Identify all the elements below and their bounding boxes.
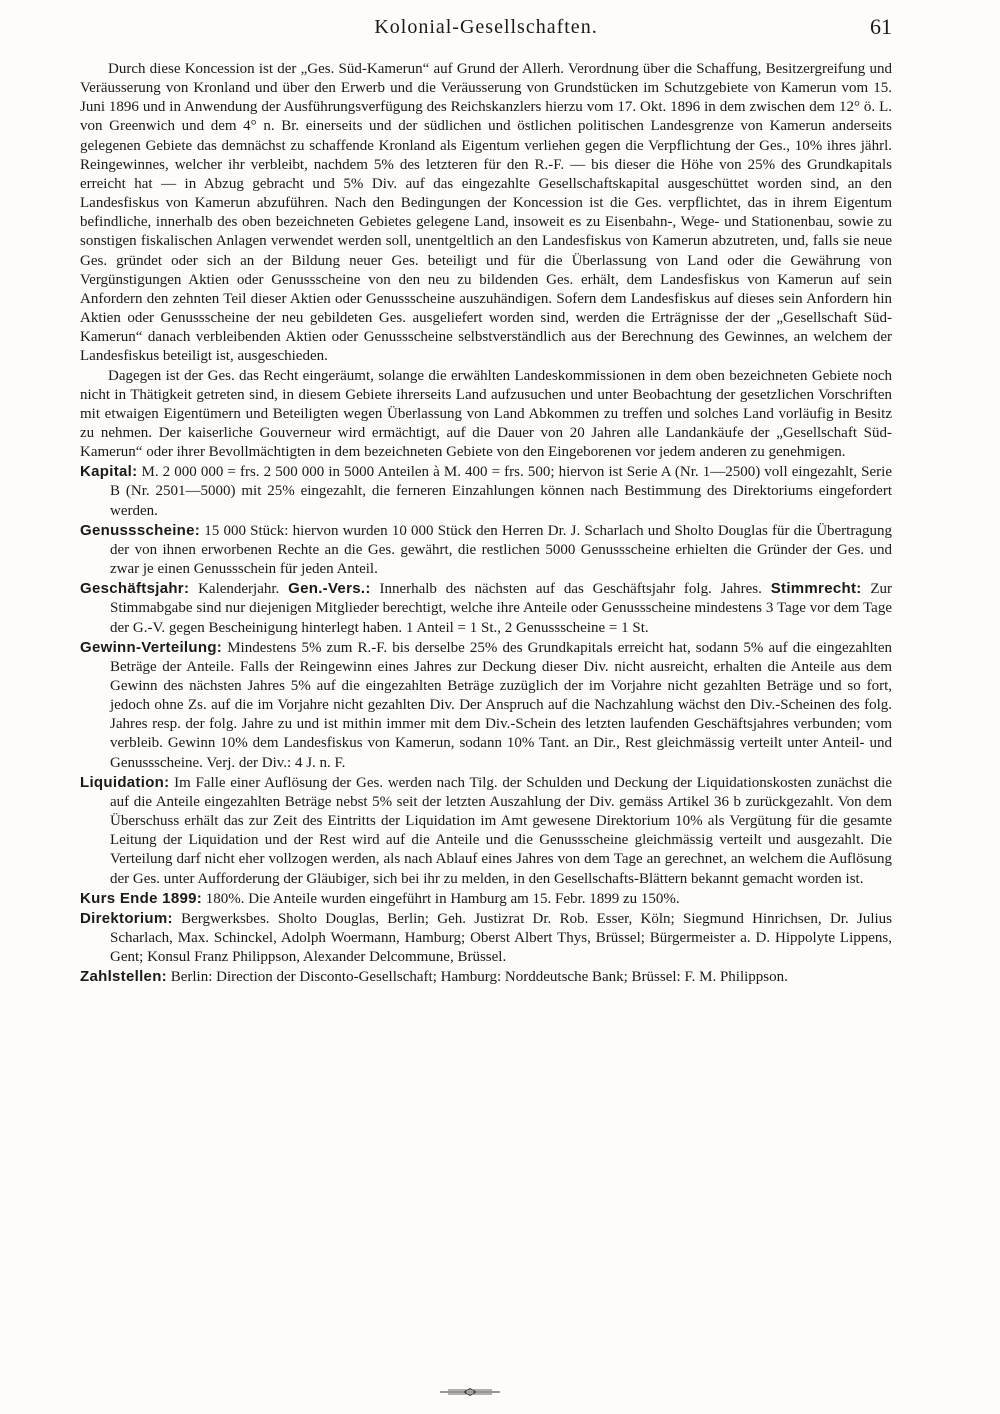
entry-kapital [80,462,892,520]
entry-text-gen-vers: Innerhalb des nächsten auf das Geschäftsjahr folg. Jahres. [379,581,762,598]
entry-label-gen-vers: Gen.-Vers.: [288,580,371,598]
entry-label: Kurs Ende 1899: [80,889,203,907]
entry-text: M. 2 000 000 = frs. 2 500 000 in 5000 Anteilen à M. 400 = frs. 500; hiervon ist Serie A (Nr. 1—2500) voll eingezahlt, Serie B (Nr. 2501—5000) mit 25% eingezahlt, die ferneren Einzahlungen können nach Bestimmung des Direktoriums eingefordert werden. [110,464,893,519]
entry-text: 15 000 Stück: hiervon wurden 10 000 Stück den Herren Dr. J. Scharlach und Sholto Douglas für die Übertragung der von ihnen erworbenen Rechte an die Ges. gewährt, die restlichen 5000 Genussscheine erhielten die Gründer der Ges. und zwar je einen Genussschein für jeden Anteil. [110,522,892,578]
entry-label: Liquidation: [80,773,170,791]
entry-genussscheine [80,521,892,579]
entry-label: Genussscheine: [80,521,201,539]
entry-text: Bergwerksbes. Sholto Douglas, Berlin; Geh. Justizrat Dr. Rob. Esser, Köln; Siegmund Hinrichsen, Dr. Julius Scharlach, Max. Schinckel, Adolph Woermann, Hamburg; Oberst Albert Thys, Brüssel; Bürgermeister a. D. Hippolyte Lippens, Gent; Konsul Franz Philippson, Alexander Delcommune, Brüssel. [110,910,893,966]
body-text [80,60,892,988]
entry-label: Geschäftsjahr: [80,580,190,598]
decorative-rule-icon [440,1388,500,1396]
entry-text: Im Falle einer Auflösung der Ges. werden nach Tilg. der Schulden und Deckung der Liquidationskosten zunächst die auf die Anteile eingezahlten Beträge nebst 5% seit der letzten Auszahlung der Div. gemäss Artikel 36 b zurückgezahlt. Von dem Überschuss erhält das zur Zeit des Eintritts der Liquidation im Amt gewesene Direktorium 10% als Vergütung für die gesamte Leitung der Liquidation und der Rest wird auf die Anteile und die Genussscheine gleichmässig verteilt und ausgezahlt. Die Verteilung darf nicht eher vollzogen werden, als nach Ablauf eines Jahres von dem Tage an gerechnet, an welchem die Auflösung der Ges. unter Aufforderung der Gläubiger, sich bei ihr zu melden, in den Gesellschafts-Blättern bekannt gemacht worden ist. [110,774,892,887]
page-number: 61 [870,14,892,39]
running-title: Kolonial-Gesellschaften. [374,16,598,38]
entry-label-stimmrecht: Stimmrecht: [770,580,862,598]
entry-text: Kalenderjahr. [198,581,280,598]
entry-text: 180%. Die Anteile wurden eingeführt in Hamburg am 15. Febr. 1899 zu 150%. [205,890,680,907]
entry-text: Berlin: Direction der Disconto-Gesellschaft; Hamburg: Norddeutsche Bank; Brüssel: F. M. Philippson. [170,969,788,986]
entry-gewinn-verteilung [80,638,892,773]
entry-label: Kapital: [80,463,138,481]
entry-label: Zahlstellen: [80,968,167,986]
entry-text-stimmrecht: Zur Stimmabgabe sind nur diejenigen Mitglieder berechtigt, welche ihre Anteile oder Genussscheine mindestens 3 Tage vor dem Tage der G.-V. gegen Bescheinigung hinterlegt haben. 1 Anteil = 1 St., 2 Genussscheine = 1 St. [110,581,893,636]
entry-label: Gewinn-Verteilung: [80,638,223,656]
paragraph-land-rights: Dagegen ist der Ges. das Recht eingeräumt, solange die erwählten Landeskommissionen in dem oben bezeichneten Gebiete noch nicht in Thätigkeit getreten sind, in diesem Gebiete ihrerseits Land aufzusuchen und unter Beobachtung der gesetzlichen Vorschriften mit etwaigen Eigentümern und Beteiligten wegen Überlassung von Land Abkommen zu treffen und solches Land vorläufig in Besitz zu nehmen. Der kaiserliche Gouverneur wird ermächtigt, auf die Dauer von 20 Jahren alle Landankäufe der „Gesellschaft Süd-Kamerun“ oder ihrer Bevollmächtigten in dem bezeichneten Gebiete von den Eingeborenen vor jedem anderen zu genehmigen. [80,367,892,461]
entry-liquidation [80,773,892,889]
entry-text: Mindestens 5% zum R.-F. bis derselbe 25% des Grundkapitals erreicht hat, sodann 5% auf die eingezahlten Beträge der Anteile. Falls der Reingewinn eines Jahres zur Deckung dieser Div. nicht ausreicht, erhalten die Anteile aus dem Gewinn des nächsten Jahres 5% auf die eingezahlten Beträge zuzüglich der im Vorjahre nicht gezahlten Beträge und so fort, jedoch ohne Zs. auf die im Vorjahre nicht gezahlten Div. Der Anspruch auf die Nachzahlung wächst den Div.-Scheinen des folg. Jahres resp. der folg. Jahre zu und ist mithin immer mit dem Div.-Schein des letzten laufenden Geschäftsjahres verbunden; vom verbleib. Gewinn 10% dem Landesfiskus von Kamerun, sodann 10% Tant. an Dir., Rest gleichmässig verteilt unter Anteil- und Genussscheine. Verj. der Div.: 4 J. n. F. [110,639,892,771]
entry-label: Direktorium: [80,909,173,927]
page-header [80,14,892,42]
entry-direktorium [80,909,892,967]
entry-kurs [80,889,892,909]
entry-geschaeftsjahr [80,579,892,637]
paragraph-concession: Durch diese Koncession ist der „Ges. Süd-Kamerun“ auf Grund der Allerh. Verordnung über die Schaffung, Besitzergreifung und Veräusserung von Kronland und über den Erwerb und die Veräusserung von Grundstücken im Schutzgebiete von Kamerun vom 15. Juni 1896 und in Anwendung der Ausführungsverfügung des Reichskanzlers hierzu vom 17. Okt. 1896 in dem zwischen dem 12° ö. L. von Greenwich und dem 4° n. Br. einerseits und der südlichen und östlichen politischen Landesgrenze von Kamerun anderseits gelegenen Gebiete das demnächst zu schaffende Kronland als Eigentum verliehen gegen die Verpflichtung der Ges., 10% ihres jährl. Reingewinnes, welcher ihr verbleibt, nachdem 5% des letzteren für den R.-F. — bis dieser die Höhe von 25% des Grundkapitals erreicht hat — in Abzug gebracht und 5% Div. auf das eingezahlte Gesellschaftskapital ausgeschüttet worden sind, an den Landesfiskus von Kamerun abzuführen. Nach den Bedingungen der Koncession ist die Ges. verpflichtet, das in ihrem Eigentum befindliche, innerhalb des oben bezeichneten Gebietes gelegene Land, insoweit es zu Eisenbahn-, Wege- und Stationenbau, sowie zu sonstigen fiskalischen Anlagen verwendet werden soll, unentgeltlich an den Landesfiskus von Kamerun abzutreten, und, falls sie neue Ges. gründet oder sich an der Bildung neuer Ges. beteiligt und für die Überlassung von Land oder die Gewährung von Vergünstigungen Aktien oder Genussscheine von den neu zu bildenden Ges. erhält, dem Landesfiskus von Kamerun auf sein Anfordern den zehnten Teil dieser Aktien oder Genussscheine auszuhändigen. Sofern dem Landesfiskus auf dieses sein Anfordern hin Aktien oder Genussscheine der neu gebildeten Ges. ausgeliefert worden sind, werden die Erträgnisse der der „Gesellschaft Süd-Kamerun“ danach verbleibenden Aktien oder Genussscheine selbstverständlich aus der Berechnung des Gewinnes, an welchem der Landesfiskus beteiligt ist, ausgeschieden. [80,61,892,365]
entry-zahlstellen [80,967,892,987]
